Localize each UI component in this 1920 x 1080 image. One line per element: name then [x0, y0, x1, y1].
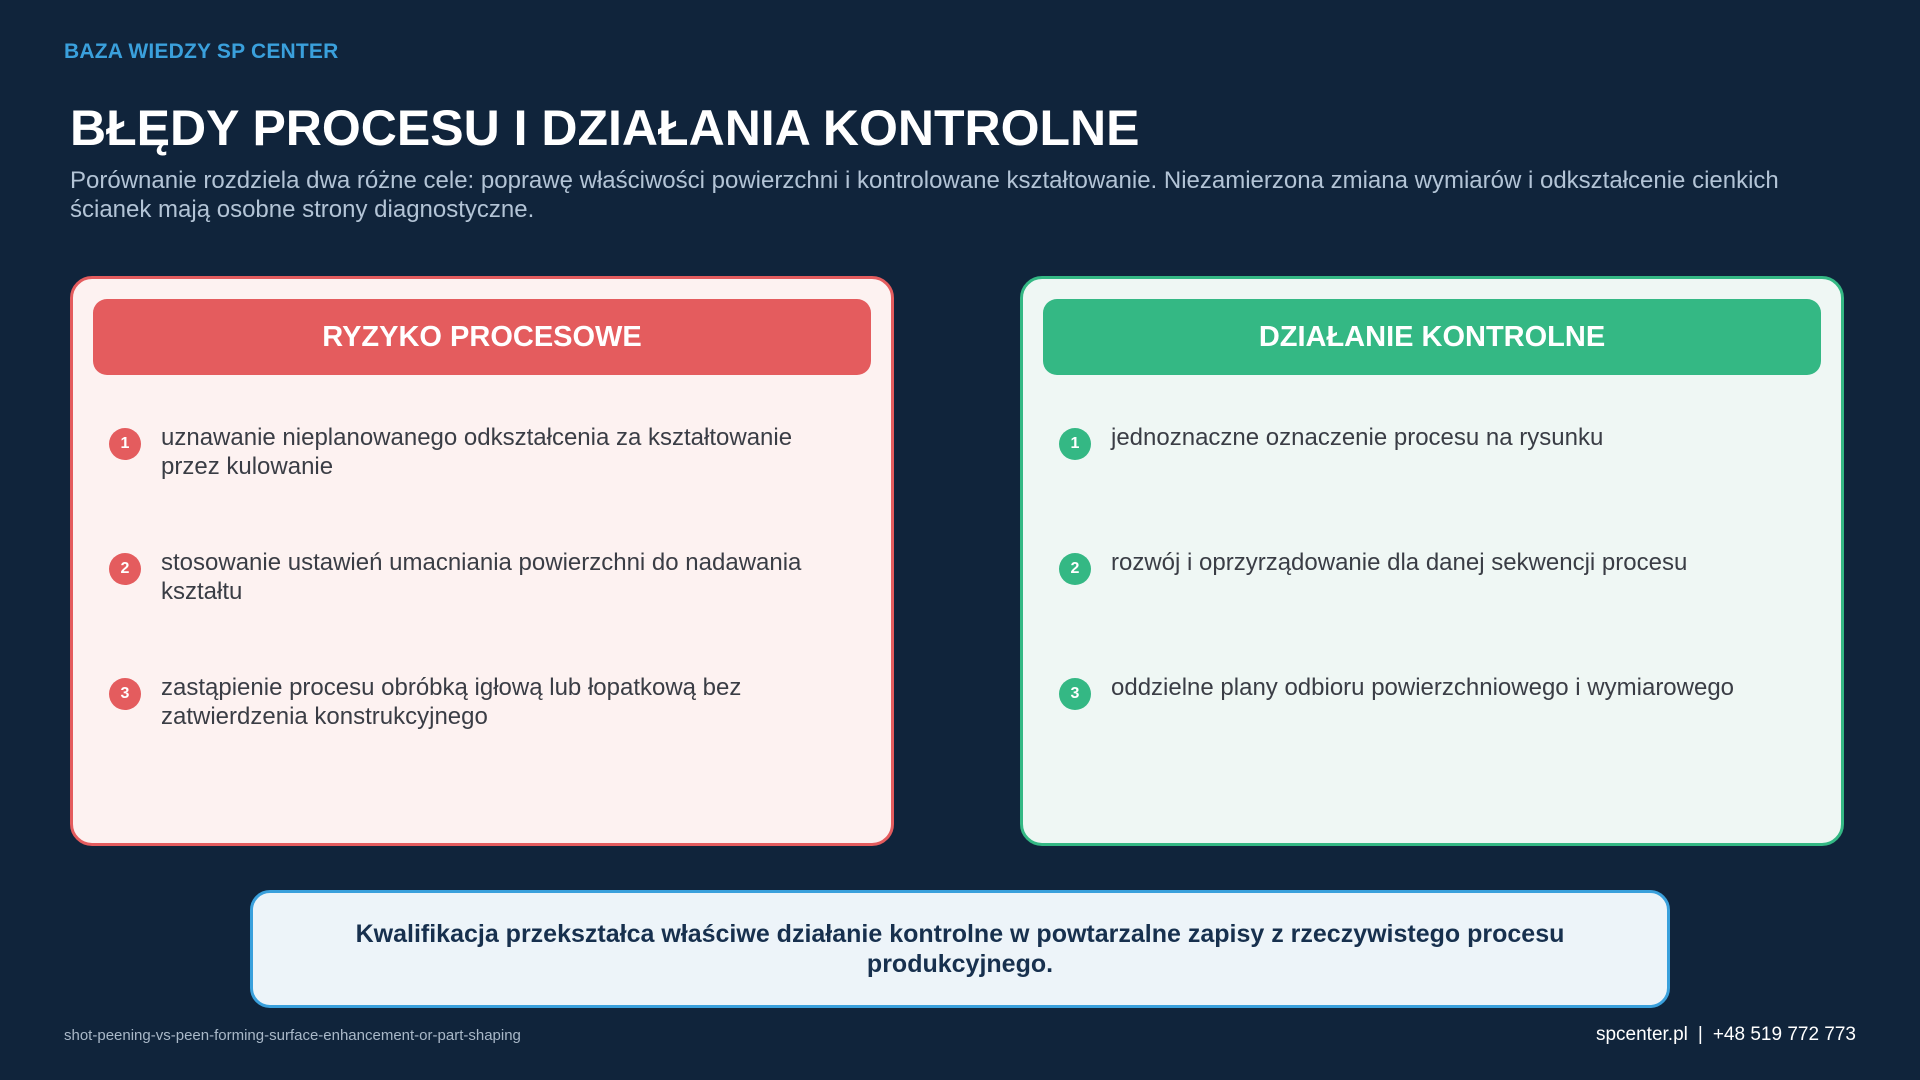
control-item-text: rozwój i oprzyrządowanie dla danej sekwencji procesu	[1111, 549, 1688, 576]
risk-card	[70, 276, 894, 846]
control-card	[1020, 276, 1844, 846]
footer-website[interactable]: spcenter.pl	[1595, 1024, 1688, 1045]
risk-item-text: uznawanie nieplanowanego odkształcenia za kształtowanie przez kulowanie	[161, 424, 793, 480]
risk-item-text: zastąpienie procesu obróbką igłową lub łopatkową bez zatwierdzenia konstrukcyjnego	[161, 674, 742, 730]
risk-item-number-badge: 1	[109, 428, 141, 460]
risk-item-text: stosowanie ustawień umacniania powierzchni do nadawania kształtu	[161, 549, 802, 605]
control-item-text: oddzielne plany odbioru powierzchniowego i wymiarowego	[1111, 674, 1735, 701]
footer-contact	[1596, 1024, 1856, 1046]
risk-item	[109, 423, 849, 481]
risk-item-number-badge: 2	[109, 553, 141, 585]
risk-item	[109, 548, 849, 606]
control-item	[1059, 548, 1799, 585]
risk-item	[109, 673, 849, 731]
risk-card-header: RYZYKO PROCESOWE	[93, 299, 871, 375]
control-item-number-badge: 3	[1059, 678, 1091, 710]
control-item-number-badge: 1	[1059, 428, 1091, 460]
footer-separator: |	[1697, 1024, 1703, 1045]
footer-slug: shot-peening-vs-peen-forming-surface-enhancement-or-part-shaping	[64, 1027, 521, 1044]
control-item	[1059, 423, 1799, 460]
risk-item-number-badge: 3	[109, 678, 141, 710]
qualification-note-text: Kwalifikacja przekształca właściwe działanie kontrolne w powtarzalne zapisy z rzeczywistego procesu produkcyjnego.	[355, 920, 1565, 978]
control-item	[1059, 673, 1799, 710]
control-card-header: DZIAŁANIE KONTROLNE	[1043, 299, 1821, 375]
page-title: BŁĘDY PROCESU I DZIAŁANIA KONTROLNE	[70, 100, 1140, 156]
qualification-note	[250, 890, 1670, 1008]
control-item-text: jednoznaczne oznaczenie procesu na rysunku	[1111, 424, 1604, 451]
page-subtitle: Porównanie rozdziela dwa różne cele: poprawę właściwości powierzchni i kontrolowane kształtowanie. Niezamierzona zmiana wymiarów i odkształcenie cienkich ścianek mają osobne strony diagnostyczne.	[70, 167, 1779, 223]
footer-phone[interactable]: +48 519 772 773	[1712, 1024, 1856, 1045]
control-item-number-badge: 2	[1059, 553, 1091, 585]
brand-label: BAZA WIEDZY SP CENTER	[64, 40, 339, 63]
